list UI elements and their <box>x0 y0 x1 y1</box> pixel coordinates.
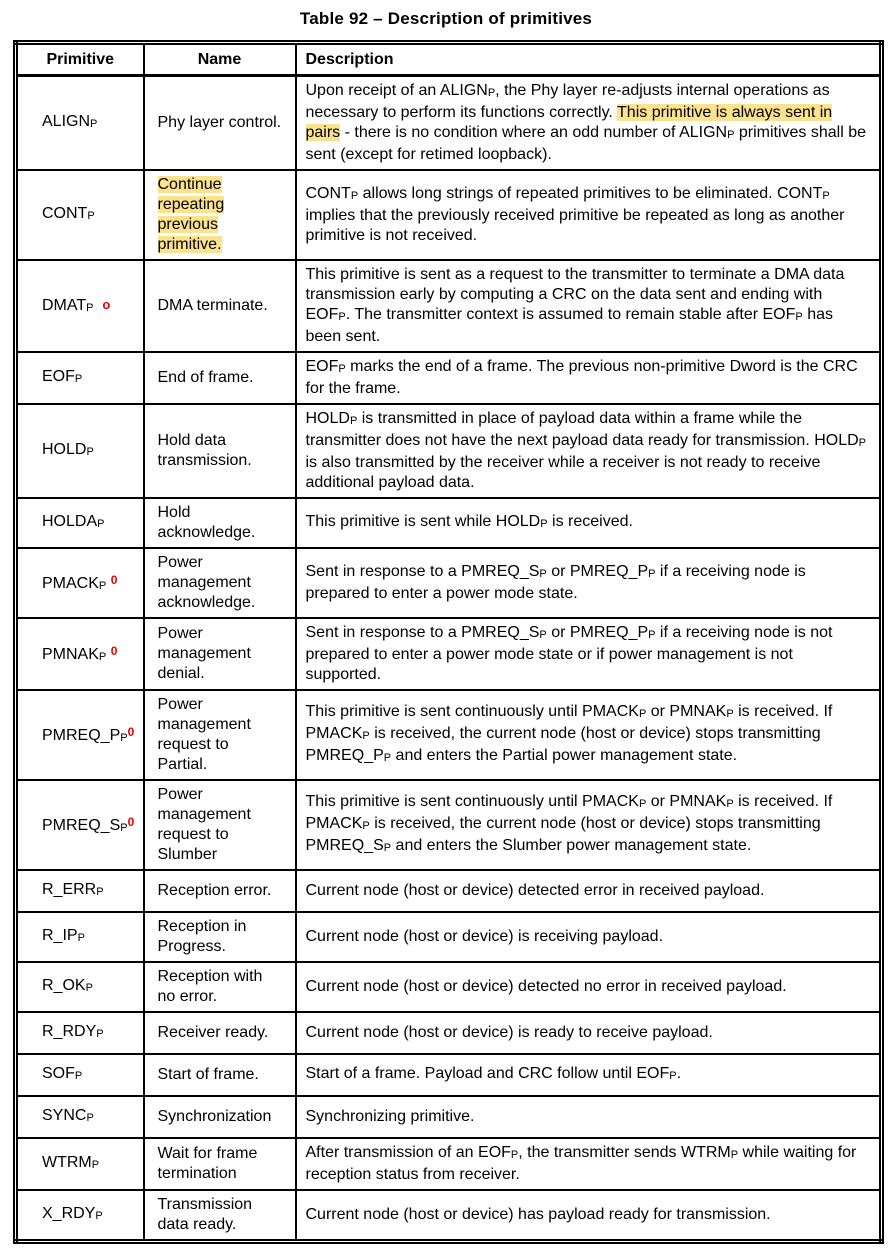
text-segment: allows long strings of repeated primitives to be eliminated. CONT <box>358 185 823 202</box>
description-cell <box>296 498 882 548</box>
table-row <box>16 352 882 404</box>
primitive-cell <box>16 548 144 618</box>
table-body <box>16 76 882 1242</box>
table-row <box>16 498 882 548</box>
text-segment: Current node (host or device) detected error in received payload. <box>305 882 765 899</box>
subscript-p: P <box>87 210 95 222</box>
subscript-p: P <box>510 1149 519 1161</box>
text-segment: After transmission of an EOF <box>305 1144 511 1161</box>
highlighted-text: Continue repeating previous primitive. <box>157 176 225 253</box>
subscript-p: P <box>74 1070 83 1082</box>
name-cell <box>144 260 296 352</box>
description-cell <box>296 260 882 352</box>
table-row <box>16 404 882 498</box>
subscript-p: P <box>90 118 98 130</box>
text-segment: Power management denial. <box>157 625 251 682</box>
text-segment: SYNC <box>42 1107 87 1124</box>
subscript-p: P <box>362 730 370 742</box>
text-segment: SOF <box>42 1065 75 1082</box>
subscript-p: P <box>77 932 85 944</box>
text-segment: WTRM <box>42 1154 92 1171</box>
column-header-name: Name <box>144 43 296 76</box>
subscript-p: P <box>96 1028 104 1040</box>
text-segment: Reception with no error. <box>157 968 263 1005</box>
text-segment: Current node (host or device) is ready to receive payload. <box>305 1024 713 1041</box>
primitive-cell <box>16 404 144 498</box>
subscript-p: P <box>638 708 647 720</box>
text-segment: R_RDY <box>42 1023 97 1040</box>
text-segment: Start of frame. <box>157 1066 259 1083</box>
text-segment: X_RDY <box>42 1205 96 1222</box>
primitive-cell <box>16 690 144 780</box>
subscript-p: P <box>74 373 83 385</box>
subscript-p: P <box>86 1112 94 1124</box>
text-segment: CONT <box>42 205 88 222</box>
text-segment: Transmission data ready. <box>157 1196 253 1233</box>
primitive-cell <box>16 170 144 260</box>
subscript-p: P <box>96 886 104 898</box>
name-cell <box>144 170 296 260</box>
text-segment: Upon receipt of an ALIGN <box>305 82 488 99</box>
subscript-p: P <box>858 437 867 449</box>
subscript-p: P <box>120 822 128 834</box>
table-row <box>16 260 882 352</box>
text-segment: is received. If PMACK <box>305 703 833 742</box>
text-segment: HOLD <box>305 410 350 427</box>
text-segment: DMAT <box>42 296 87 314</box>
table-row <box>16 962 882 1012</box>
primitive-cell <box>16 1096 144 1138</box>
text-segment: HOLD <box>42 441 87 458</box>
text-segment: or PMREQ_P <box>546 624 649 641</box>
name-cell <box>144 870 296 912</box>
subscript-p: P <box>86 446 94 458</box>
table-row <box>16 1012 882 1054</box>
text-segment: Reception in Progress. <box>157 918 247 955</box>
primitive-cell <box>16 76 144 171</box>
name-cell <box>144 404 296 498</box>
description-cell <box>296 1138 882 1190</box>
text-segment: This primitive is sent while HOLD <box>305 513 541 530</box>
table-row <box>16 548 882 618</box>
text-segment: PMREQ_S <box>42 817 121 834</box>
text-segment: Start of a frame. Payload and CRC follow until EOF <box>305 1065 670 1082</box>
text-segment: Reception error. <box>157 882 272 899</box>
description-cell <box>296 1012 882 1054</box>
footnote-mark-icon: 0 <box>110 573 118 587</box>
subscript-p: P <box>362 820 370 832</box>
text-segment: Sent in response to a PMREQ_S <box>305 624 540 641</box>
subscript-p: P <box>383 752 392 764</box>
primitive-cell <box>16 1190 144 1242</box>
header-row <box>16 43 882 76</box>
name-cell <box>144 1138 296 1190</box>
primitive-cell <box>16 352 144 404</box>
footnote-mark-icon: o <box>102 296 111 312</box>
subscript-p: P <box>91 1159 100 1171</box>
text-segment: if a receiving node is prepared to enter a power mode state. <box>305 563 806 602</box>
subscript-p: P <box>539 568 547 580</box>
subscript-p: P <box>726 798 734 810</box>
name-cell <box>144 1012 296 1054</box>
name-cell <box>144 352 296 404</box>
subscript-p: P <box>822 190 830 202</box>
table-caption: Table 92 – Description of primitives <box>299 9 593 28</box>
name-cell <box>144 498 296 548</box>
text-segment: is received, the current node (host or device) stops transmitting PMREQ_P <box>305 725 821 764</box>
table-row <box>16 912 882 962</box>
text-segment: DMA terminate. <box>157 297 268 314</box>
text-segment: or PMREQ_P <box>546 563 649 580</box>
primitive-cell <box>16 912 144 962</box>
text-segment: is received. If PMACK <box>305 793 833 832</box>
text-segment: primitives shall be sent (except for retimed loopback). <box>305 124 867 163</box>
text-segment: has been sent. <box>305 306 833 345</box>
text-segment: This primitive is sent continuously until PMACK <box>305 703 639 720</box>
column-header-primitive: Primitive <box>16 43 144 76</box>
text-segment: . The transmitter context is assumed to remain stable after EOF <box>345 306 796 323</box>
subscript-p: P <box>648 629 656 641</box>
subscript-p: P <box>86 301 94 314</box>
name-cell <box>144 962 296 1012</box>
text-segment: if a receiving node is not prepared to enter a power mode state or if power management is not supported. <box>305 624 833 683</box>
table-row <box>16 780 882 870</box>
name-cell <box>144 1190 296 1242</box>
name-cell <box>144 1054 296 1096</box>
subscript-p: P <box>487 87 496 99</box>
text-segment: and enters the Partial power management state. <box>391 747 738 764</box>
description-cell <box>296 690 882 780</box>
name-cell <box>144 690 296 780</box>
text-segment: Current node (host or device) has payload ready for transmission. <box>305 1206 771 1223</box>
table-row <box>16 618 882 690</box>
description-cell <box>296 352 882 404</box>
subscript-p: P <box>727 129 735 141</box>
text-segment: Synchronizing primitive. <box>305 1108 475 1125</box>
text-segment: . <box>676 1065 682 1082</box>
text-segment: Phy layer control. <box>157 114 282 131</box>
text-segment: PMREQ_P <box>42 727 121 744</box>
primitive-cell <box>16 780 144 870</box>
text-segment: Receiver ready. <box>157 1024 269 1041</box>
footnote-mark-icon: 0 <box>127 725 135 739</box>
description-cell <box>296 404 882 498</box>
subscript-p: P <box>726 708 734 720</box>
table-row <box>16 1138 882 1190</box>
subscript-p: P <box>730 1149 739 1161</box>
description-cell <box>296 170 882 260</box>
description-cell <box>296 870 882 912</box>
text-segment: EOF <box>305 358 339 375</box>
text-segment: R_OK <box>42 977 86 994</box>
subscript-p: P <box>539 629 547 641</box>
subscript-p: P <box>540 518 548 530</box>
highlighted-text: This primitive is always sent in pairs <box>305 104 833 141</box>
text-segment: R_ERR <box>42 881 97 898</box>
text-segment: Sent in response to a PMREQ_S <box>305 563 540 580</box>
primitive-cell <box>16 962 144 1012</box>
table-row <box>16 1054 882 1096</box>
text-segment: R_IP <box>42 927 78 944</box>
subscript-p: P <box>350 190 359 202</box>
text-segment: PMACK <box>42 575 99 592</box>
name-cell <box>144 76 296 171</box>
text-segment: Power management request to Partial. <box>157 696 251 773</box>
primitive-cell <box>16 498 144 548</box>
subscript-p: P <box>648 568 656 580</box>
text-segment: Power management acknowledge. <box>157 554 256 611</box>
table-row <box>16 690 882 780</box>
table-row <box>16 1190 882 1242</box>
subscript-p: P <box>338 363 346 375</box>
text-segment: while waiting for reception status from receiver. <box>305 1144 857 1183</box>
text-segment: or PMNAK <box>646 703 727 720</box>
description-cell <box>296 1190 882 1242</box>
description-cell <box>296 1054 882 1096</box>
subscript-p: P <box>383 842 392 854</box>
footnote-mark-icon: 0 <box>110 644 118 658</box>
text-segment: and enters the Slumber power management state. <box>391 837 752 854</box>
description-cell <box>296 548 882 618</box>
text-segment: marks the end of a frame. The previous non-primitive Dword is the CRC for the frame. <box>305 358 858 397</box>
text-segment: is transmitted in place of payload data within a frame while the transmitter does not have the next payload data ready for transmission. HOLD <box>305 410 859 449</box>
description-cell <box>296 912 882 962</box>
text-segment: is received, the current node (host or device) stops transmitting PMREQ_S <box>305 815 821 854</box>
text-segment: ALIGN <box>42 113 91 130</box>
text-segment: Wait for frame termination <box>157 1145 258 1182</box>
table-row <box>16 170 882 260</box>
subscript-p: P <box>85 982 93 994</box>
text-segment: Hold acknowledge. <box>157 504 256 541</box>
table-row <box>16 870 882 912</box>
description-cell <box>296 962 882 1012</box>
primitive-cell <box>16 260 144 352</box>
description-cell <box>296 618 882 690</box>
table-row <box>16 1096 882 1138</box>
text-segment: HOLDA <box>42 513 98 530</box>
subscript-p: P <box>98 651 107 663</box>
subscript-p: P <box>95 1210 103 1222</box>
primitives-table <box>13 40 884 1244</box>
description-cell <box>296 1096 882 1138</box>
description-cell <box>296 76 882 171</box>
text-segment: This primitive is sent as a request to the transmitter to terminate a DMA data transmission early by computing a CRC on the data sent and ending with EOF <box>305 266 845 323</box>
subscript-p: P <box>97 518 105 530</box>
primitive-cell <box>16 870 144 912</box>
text-segment: EOF <box>42 368 75 385</box>
name-cell <box>144 618 296 690</box>
text-segment: is received. <box>547 513 633 530</box>
text-segment: , the transmitter sends WTRM <box>518 1144 731 1161</box>
text-segment: PMNAK <box>42 646 99 663</box>
text-segment: Power management request to Slumber <box>157 786 251 863</box>
table-row <box>16 76 882 171</box>
text-segment: Current node (host or device) is receiving payload. <box>305 928 664 945</box>
description-cell <box>296 780 882 870</box>
subscript-p: P <box>98 580 107 592</box>
text-segment: CONT <box>305 185 351 202</box>
subscript-p: P <box>638 798 647 810</box>
text-segment: is also transmitted by the receiver while a receiver is not ready to receive additional payload data. <box>305 454 821 491</box>
subscript-p: P <box>669 1070 677 1082</box>
primitive-cell <box>16 1138 144 1190</box>
primitive-cell <box>16 618 144 690</box>
subscript-p: P <box>795 311 803 323</box>
subscript-p: P <box>349 415 358 427</box>
subscript-p: P <box>120 732 128 744</box>
table-header <box>16 43 882 76</box>
text-segment: or PMNAK <box>646 793 727 810</box>
text-segment: implies that the previously received primitive be repeated as long as another primitive is not received. <box>305 207 845 244</box>
text-segment: Current node (host or device) detected no error in received payload. <box>305 978 787 995</box>
primitive-cell <box>16 1054 144 1096</box>
primitive-cell <box>16 1012 144 1054</box>
text-segment: - there is no condition where an odd number of ALIGN <box>340 124 728 141</box>
subscript-p: P <box>338 311 346 323</box>
name-cell <box>144 1096 296 1138</box>
name-cell <box>144 780 296 870</box>
footnote-mark-icon: 0 <box>127 815 135 829</box>
text-segment: Synchronization <box>157 1108 272 1125</box>
text-segment: Hold data transmission. <box>157 432 252 469</box>
name-cell <box>144 912 296 962</box>
text-segment: , the Phy layer re-adjusts internal operations as necessary to perform its functions correctly. <box>305 82 830 121</box>
name-cell <box>144 548 296 618</box>
column-header-description: Description <box>296 43 882 76</box>
text-segment: This primitive is sent continuously until PMACK <box>305 793 639 810</box>
text-segment: End of frame. <box>157 369 254 386</box>
